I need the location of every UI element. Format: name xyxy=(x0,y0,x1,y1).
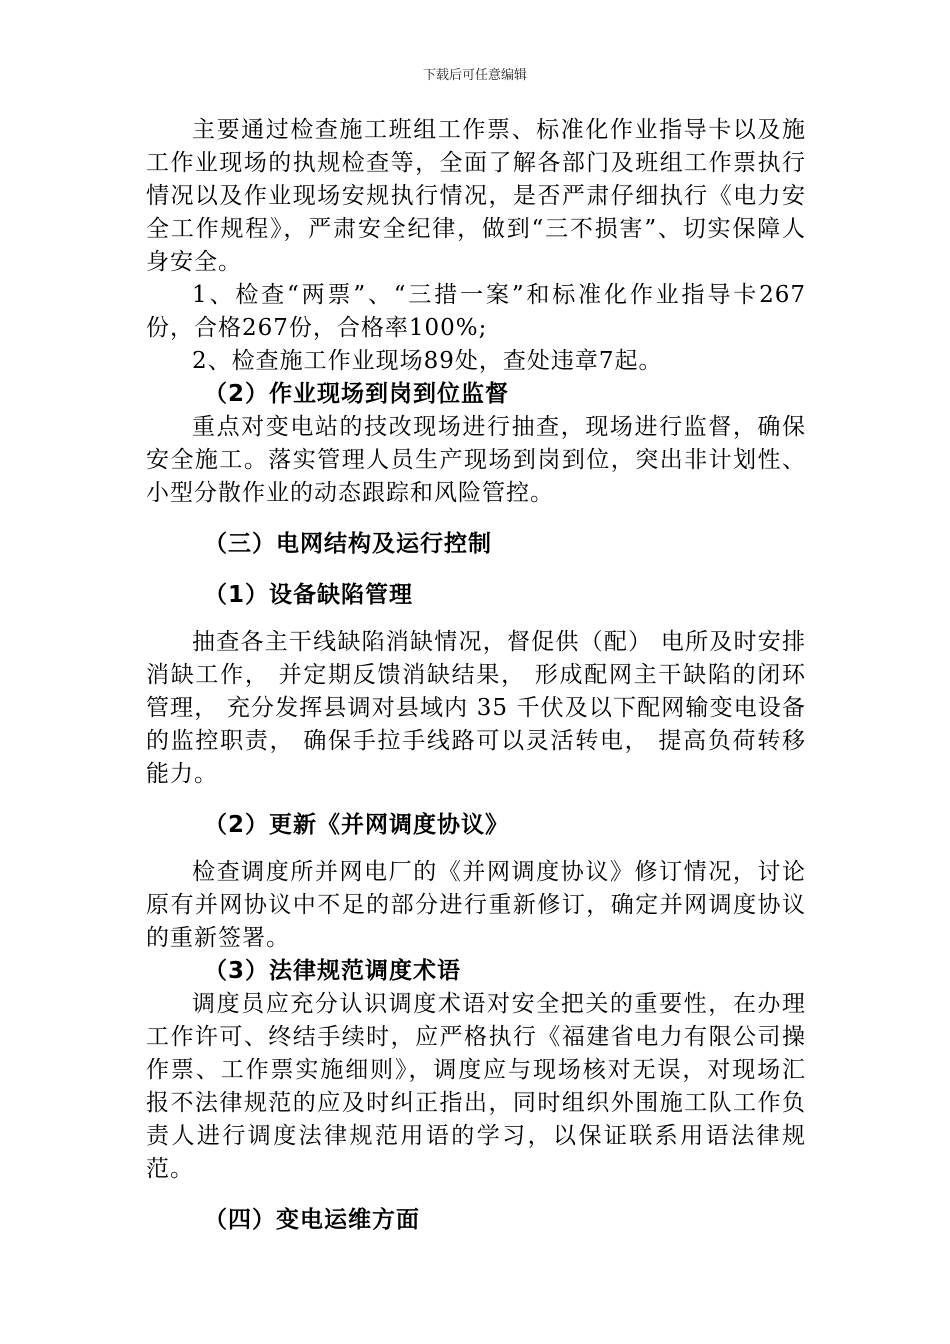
paragraph-inspection-summary: 主要通过检查施工班组工作票、标准化作业指导卡以及施工作业现场的执规检查等，全面了解各部门及班组工作票执行情况以及作业现场安规执行情况，是否严肃仔细执行《电力安全工作规程》，严肃安全纪律，做到“三不损害”、切实保障人身安全。 xyxy=(146,117,806,275)
paragraph-ticket-check: 1、检查“两票”、“三措一案”和标准化作业指导卡267份，合格267份，合格率100%; xyxy=(146,282,806,341)
document-body xyxy=(146,114,806,1237)
paragraph-dispatch-terms: 调度员应充分认识调度术语对安全把关的重要性，在办理工作许可、终结手续时，应严格执行《福建省电力有限公司操作票、工作票实施细则》，调度应与现场核对无误，对现场汇报不法律规范的应及时纠正指出，同时组织外围施工队工作负责人进行调度法律规范用语的学习，以保证联系用语法律规范。 xyxy=(146,991,806,1182)
paragraph-onsite-supervision: 重点对变电站的技改现场进行抽查，现场进行监督，确保安全施工。落实管理人员生产现场到岗到位，突出非计划性、小型分散作业的动态跟踪和风险管控。 xyxy=(146,414,806,506)
paragraph-grid-agreement: 检查调度所并网电厂的《并网调度协议》修订情况，讨论原有并网协议中不足的部分进行重新修订，确定并网调度协议的重新签署。 xyxy=(146,859,806,951)
heading-dispatch-terms: （3）法律规范调度术语 xyxy=(204,958,462,984)
paragraph-site-check: 2、检查施工作业现场89处，查处违章7起。 xyxy=(192,348,663,374)
heading-onsite-supervision: （2）作业现场到岗到位监督 xyxy=(204,381,510,407)
heading-defect-management: （1）设备缺陷管理 xyxy=(204,582,414,608)
heading-substation-ops: （四）变电运维方面 xyxy=(204,1207,420,1233)
paragraph-defect-management: 抽查各主干线缺陷消缺情况，督促供（配） 电所及时安排消缺工作， 并定期反馈消缺结果， 形成配网主干缺陷的闭环管理， 充分发挥县调对县域内 35 千伏及以下配网输变电设备的监控职责， 确保手拉手线路可以灵活转电， 提高负荷转移能力。 xyxy=(146,629,806,787)
heading-grid-agreement: （2）更新《并网调度协议》 xyxy=(204,812,510,838)
heading-grid-structure: （三）电网结构及运行控制 xyxy=(204,531,492,557)
page-header: 下载后可任意编辑 xyxy=(422,68,527,83)
